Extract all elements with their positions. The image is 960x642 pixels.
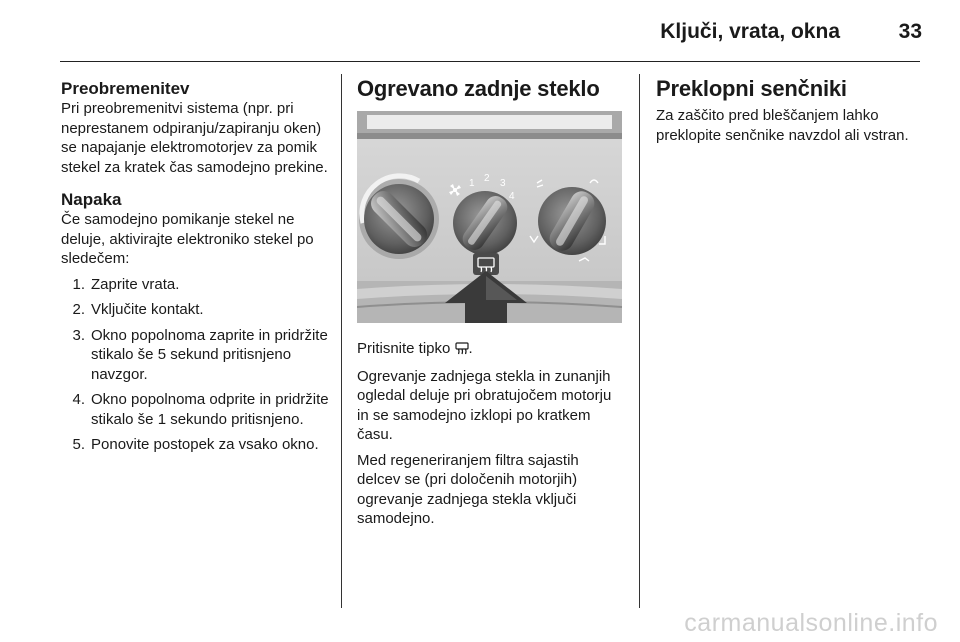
fan-label-1: 1 [469, 178, 475, 189]
fan-label-3: 3 [500, 178, 506, 189]
press-text-before: Pritisnite tipko [357, 340, 451, 357]
step-number: 1. [72, 275, 85, 293]
page-title: Ključi, vrata, okna [660, 20, 840, 43]
column-right [656, 74, 920, 145]
step-text: Okno popolnoma odprite in pridržite stikalo še 1 sekundo pritisnjeno. [91, 391, 329, 428]
header-divider [60, 61, 920, 62]
step-number: 5. [72, 436, 85, 453]
watermark: carmanualsonline.info [684, 609, 938, 637]
list-item [61, 275, 333, 295]
step-text: Zaprite vrata. [91, 275, 180, 293]
column-divider-1 [341, 74, 342, 608]
paragraph-sun-visors: Za zaščito pred bleščanjem lahko preklopite senčnike navzdol ali vstran. [656, 107, 909, 144]
step-text: Vključite kontakt. [91, 301, 204, 318]
heading-rear-window-heating: Ogrevano zadnje steklo [357, 76, 600, 101]
paragraph-filter-regeneration: Med regeneriranjem filtra sajastih delcev se (pri določenih motorjih) ogrevanje zadnjega stekla vključi samodejno. [357, 451, 579, 527]
step-number: 2. [72, 301, 85, 318]
step-number: 3. [72, 326, 85, 344]
step-text: Ponovite postopek za vsako okno. [91, 436, 319, 453]
step-text: Okno popolnoma zaprite in pridržite stikalo še 5 sekund pritisnjeno navzgor. [91, 326, 328, 383]
climate-control-figure [357, 111, 622, 323]
rear-defrost-icon [455, 341, 469, 361]
page-number: 33 [898, 20, 922, 43]
steps-list [61, 275, 333, 455]
paragraph-heating-info: Ogrevanje zadnjega stekla in zunanjih ogledal deluje pri obratujočem motorju in se samodejno izklopi po kratkem času. [357, 367, 612, 443]
list-item [61, 326, 333, 385]
heading-sun-visors: Preklopni senčniki [656, 76, 847, 101]
paragraph-fault: Če samodejno pomikanje stekel ne deluje, aktivirajte elektroniko stekel po sledečem: [61, 211, 314, 267]
fan-label-4: 4 [509, 191, 515, 202]
list-item [61, 300, 333, 320]
step-number: 4. [72, 391, 85, 408]
press-text-after: . [468, 340, 473, 357]
paragraph-overload: Pri preobremenitvi sistema (npr. pri neprestanem odpiranju/zapiranju oken) se napajanje elektromotorjev za pomik stekel za kratek čas samodejno prekine. [61, 100, 328, 176]
list-item [61, 390, 333, 429]
list-item [61, 435, 333, 455]
heading-napaka: Napaka [61, 190, 122, 209]
column-middle [357, 74, 625, 529]
paragraph-press-button [357, 339, 625, 361]
fan-label-2: 2 [484, 173, 490, 184]
column-left [61, 74, 333, 461]
heading-preobremenitev: Preobremenitev [61, 79, 190, 98]
column-divider-2 [639, 74, 640, 608]
